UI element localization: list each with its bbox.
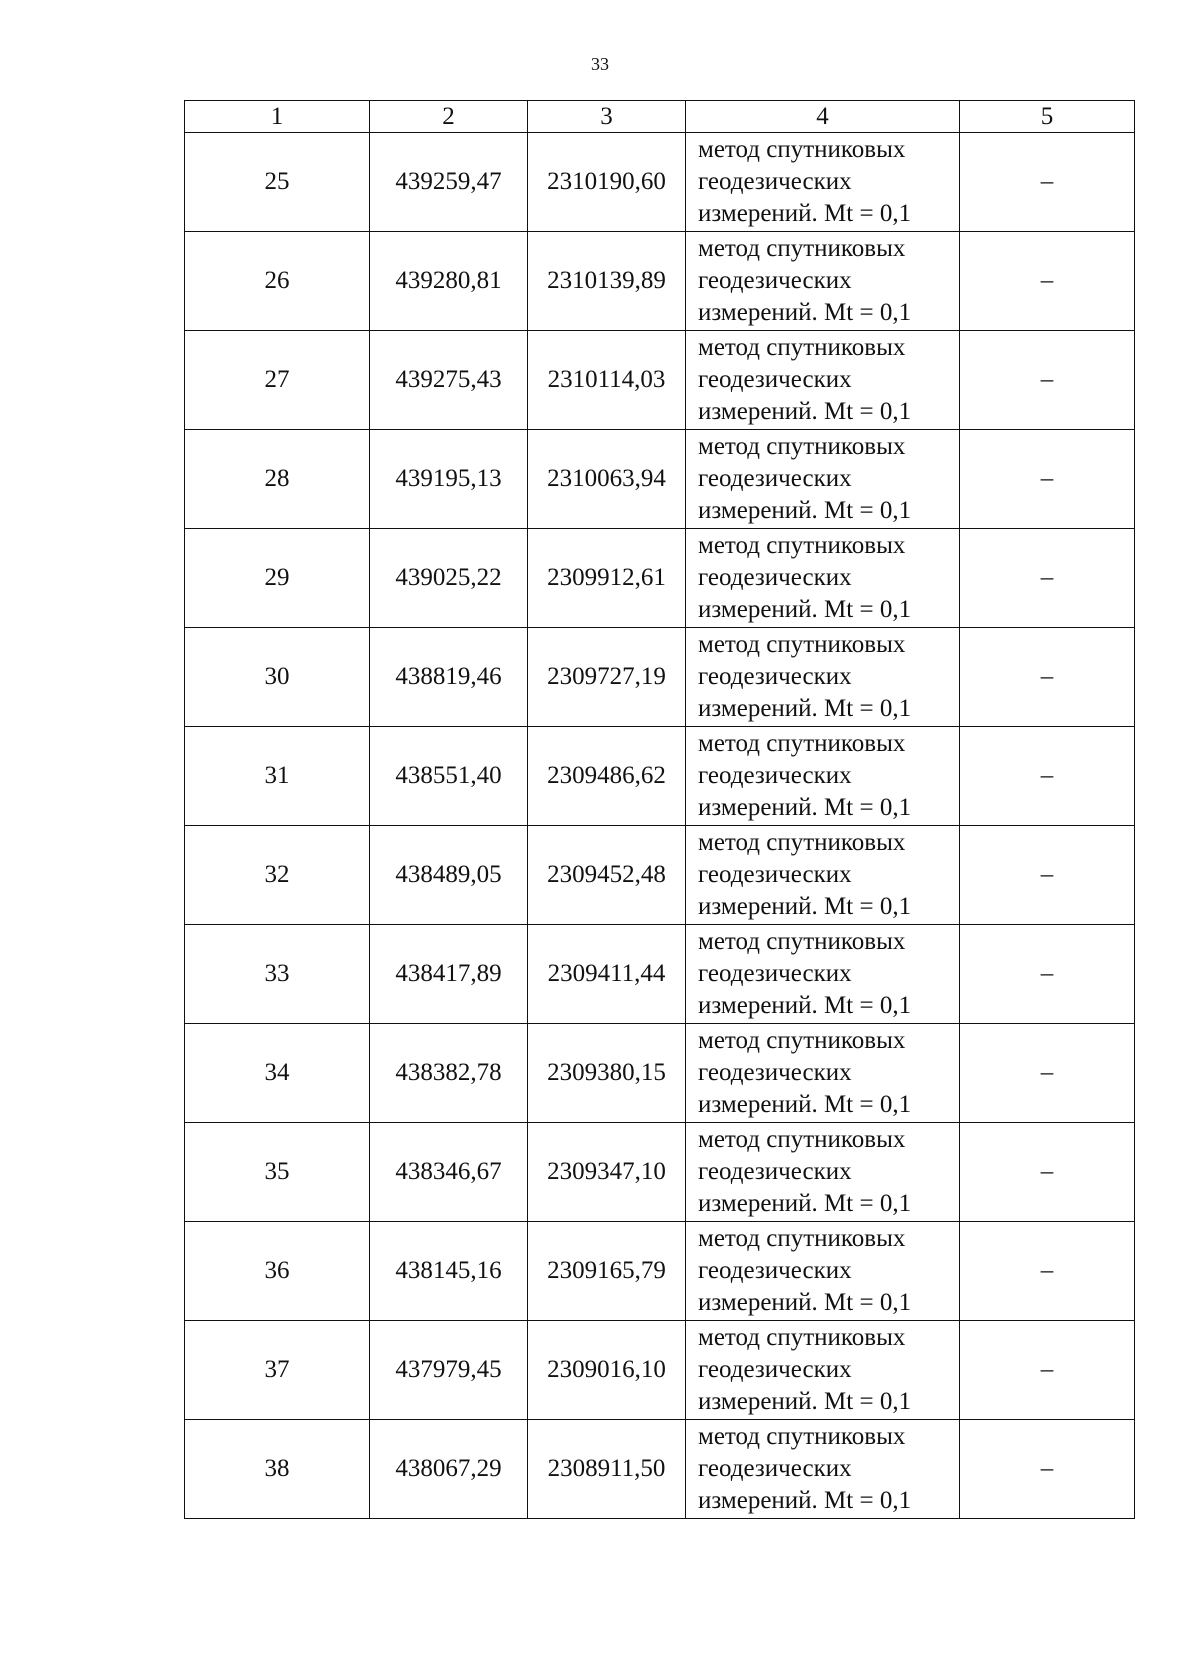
note-cell: – — [960, 331, 1135, 430]
coordinate-x-cell: 439259,47 — [370, 133, 528, 232]
method-line: метод спутниковых — [698, 1225, 906, 1252]
method-line: метод спутниковых — [698, 1324, 906, 1351]
note-cell: – — [960, 529, 1135, 628]
point-number-cell: 37 — [185, 1321, 370, 1420]
coordinate-y-cell: 2309016,10 — [528, 1321, 686, 1420]
header-col-3: 3 — [528, 101, 686, 133]
method-line: метод спутниковых — [698, 433, 906, 460]
coordinate-y-cell: 2309912,61 — [528, 529, 686, 628]
table-row — [185, 925, 1135, 1024]
note-cell: – — [960, 727, 1135, 826]
coordinate-x-cell: 438819,46 — [370, 628, 528, 727]
method-line: геодезических — [698, 1158, 852, 1185]
table-row — [185, 1420, 1135, 1519]
method-line: метод спутниковых — [698, 730, 906, 757]
method-cell — [686, 727, 960, 826]
method-line: метод спутниковых — [698, 928, 906, 955]
table-row — [185, 628, 1135, 727]
point-number-cell: 29 — [185, 529, 370, 628]
method-line: измерений. Mt = 0,1 — [698, 1487, 912, 1514]
method-cell — [686, 1123, 960, 1222]
table-row — [185, 1321, 1135, 1420]
method-line: метод спутниковых — [698, 532, 906, 559]
coordinate-x-cell: 439195,13 — [370, 430, 528, 529]
method-line: метод спутниковых — [698, 136, 906, 163]
method-cell — [686, 430, 960, 529]
method-cell — [686, 1321, 960, 1420]
coordinate-x-cell: 438145,16 — [370, 1222, 528, 1321]
note-cell: – — [960, 628, 1135, 727]
coordinates-table — [184, 100, 1135, 1519]
coordinate-x-cell: 438489,05 — [370, 826, 528, 925]
method-line: измерений. Mt = 0,1 — [698, 398, 912, 425]
header-col-1: 1 — [185, 101, 370, 133]
coordinate-y-cell: 2308911,50 — [528, 1420, 686, 1519]
method-line: метод спутниковых — [698, 334, 906, 361]
coordinate-y-cell: 2309452,48 — [528, 826, 686, 925]
header-col-4: 4 — [686, 101, 960, 133]
point-number-cell: 33 — [185, 925, 370, 1024]
method-line: геодезических — [698, 168, 852, 195]
coordinate-y-cell: 2309165,79 — [528, 1222, 686, 1321]
header-row — [185, 101, 1135, 133]
note-cell: – — [960, 1222, 1135, 1321]
coordinate-x-cell: 437979,45 — [370, 1321, 528, 1420]
point-number-cell: 25 — [185, 133, 370, 232]
table-row — [185, 1123, 1135, 1222]
coordinate-y-cell: 2309411,44 — [528, 925, 686, 1024]
method-line: геодезических — [698, 1455, 852, 1482]
method-line: метод спутниковых — [698, 829, 906, 856]
method-line: измерений. Mt = 0,1 — [698, 299, 912, 326]
method-line: метод спутниковых — [698, 1126, 906, 1153]
note-cell: – — [960, 1321, 1135, 1420]
method-line: измерений. Mt = 0,1 — [698, 596, 912, 623]
method-cell — [686, 331, 960, 430]
coordinate-x-cell: 438417,89 — [370, 925, 528, 1024]
table-header — [185, 101, 1135, 133]
note-cell: – — [960, 826, 1135, 925]
method-line: геодезических — [698, 1059, 852, 1086]
method-cell — [686, 628, 960, 727]
method-line: метод спутниковых — [698, 1423, 906, 1450]
method-line: метод спутниковых — [698, 1027, 906, 1054]
coordinate-y-cell: 2309347,10 — [528, 1123, 686, 1222]
coordinate-y-cell: 2309486,62 — [528, 727, 686, 826]
header-col-2: 2 — [370, 101, 528, 133]
method-cell — [686, 133, 960, 232]
method-line: метод спутниковых — [698, 235, 906, 262]
method-line: геодезических — [698, 1356, 852, 1383]
point-number-cell: 26 — [185, 232, 370, 331]
coordinate-x-cell: 438067,29 — [370, 1420, 528, 1519]
coordinate-y-cell: 2310063,94 — [528, 430, 686, 529]
point-number-cell: 28 — [185, 430, 370, 529]
coordinate-y-cell: 2310190,60 — [528, 133, 686, 232]
method-cell — [686, 529, 960, 628]
point-number-cell: 38 — [185, 1420, 370, 1519]
method-cell — [686, 925, 960, 1024]
page-number: 33 — [591, 54, 609, 74]
point-number-cell: 31 — [185, 727, 370, 826]
method-line: измерений. Mt = 0,1 — [698, 1289, 912, 1316]
method-line: измерений. Mt = 0,1 — [698, 1190, 912, 1217]
point-number-cell: 30 — [185, 628, 370, 727]
method-line: измерений. Mt = 0,1 — [698, 1388, 912, 1415]
point-number-cell: 34 — [185, 1024, 370, 1123]
coordinate-y-cell: 2310139,89 — [528, 232, 686, 331]
method-line: измерений. Mt = 0,1 — [698, 200, 912, 227]
table-row — [185, 430, 1135, 529]
method-line: измерений. Mt = 0,1 — [698, 992, 912, 1019]
point-number-cell: 32 — [185, 826, 370, 925]
note-cell: – — [960, 430, 1135, 529]
coordinate-y-cell: 2309727,19 — [528, 628, 686, 727]
method-line: геодезических — [698, 465, 852, 492]
method-cell — [686, 1420, 960, 1519]
table-row — [185, 232, 1135, 331]
method-line: геодезических — [698, 762, 852, 789]
method-cell — [686, 1222, 960, 1321]
coordinate-x-cell: 439025,22 — [370, 529, 528, 628]
coordinate-y-cell: 2309380,15 — [528, 1024, 686, 1123]
note-cell: – — [960, 925, 1135, 1024]
coordinate-x-cell: 438382,78 — [370, 1024, 528, 1123]
method-line: измерений. Mt = 0,1 — [698, 497, 912, 524]
method-cell — [686, 826, 960, 925]
method-line: метод спутниковых — [698, 631, 906, 658]
method-line: геодезических — [698, 663, 852, 690]
coordinate-x-cell: 439280,81 — [370, 232, 528, 331]
table-row — [185, 133, 1135, 232]
method-line: геодезических — [698, 366, 852, 393]
coordinate-x-cell: 438551,40 — [370, 727, 528, 826]
method-cell — [686, 1024, 960, 1123]
method-line: измерений. Mt = 0,1 — [698, 794, 912, 821]
coordinate-x-cell: 439275,43 — [370, 331, 528, 430]
table-row — [185, 1024, 1135, 1123]
table-row — [185, 1222, 1135, 1321]
coordinate-x-cell: 438346,67 — [370, 1123, 528, 1222]
point-number-cell: 36 — [185, 1222, 370, 1321]
method-line: геодезических — [698, 861, 852, 888]
point-number-cell: 35 — [185, 1123, 370, 1222]
coordinate-y-cell: 2310114,03 — [528, 331, 686, 430]
note-cell: – — [960, 133, 1135, 232]
header-col-5: 5 — [960, 101, 1135, 133]
table-row — [185, 826, 1135, 925]
note-cell: – — [960, 232, 1135, 331]
method-cell — [686, 232, 960, 331]
note-cell: – — [960, 1024, 1135, 1123]
table-row — [185, 727, 1135, 826]
method-line: геодезических — [698, 267, 852, 294]
method-line: геодезических — [698, 960, 852, 987]
method-line: измерений. Mt = 0,1 — [698, 695, 912, 722]
note-cell: – — [960, 1420, 1135, 1519]
point-number-cell: 27 — [185, 331, 370, 430]
method-line: измерений. Mt = 0,1 — [698, 1091, 912, 1118]
table-body — [185, 133, 1135, 1519]
method-line: геодезических — [698, 1257, 852, 1284]
table-row — [185, 529, 1135, 628]
note-cell: – — [960, 1123, 1135, 1222]
method-line: геодезических — [698, 564, 852, 591]
method-line: измерений. Mt = 0,1 — [698, 893, 912, 920]
table-row — [185, 331, 1135, 430]
